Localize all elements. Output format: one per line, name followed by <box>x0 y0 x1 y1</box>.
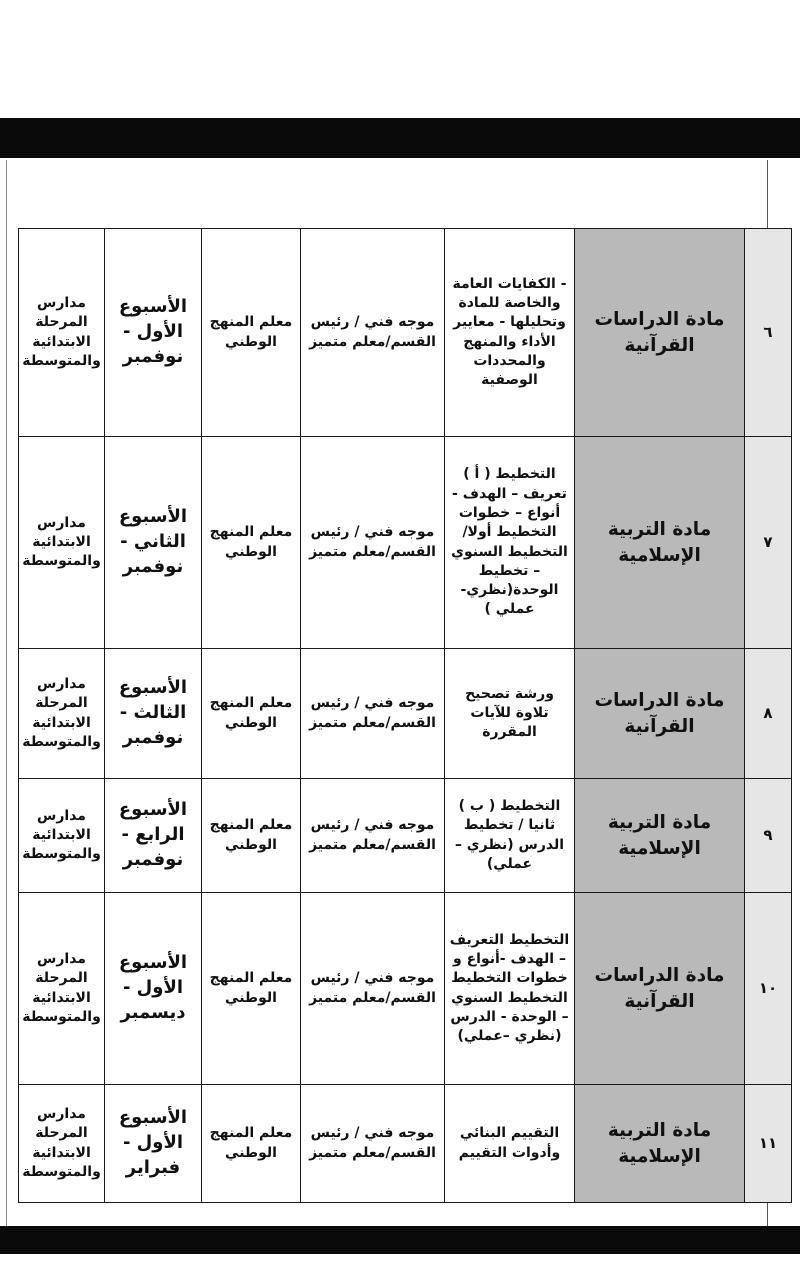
subject-cell <box>575 649 745 779</box>
row-number: ٧ <box>745 437 792 649</box>
scan-bottom-band <box>0 1226 800 1254</box>
table-row <box>19 649 792 779</box>
date-cell: الأسبوع الأول - ديسمبر <box>105 893 202 1085</box>
topic-cell: التخطيط التعريف – الهدف -أنواع و خطوات التخطيط التخطيط السنوي – الوحدة - الدرس (نظري –عملي) <box>445 893 575 1085</box>
trainer-cell: موجه فني / رئيس القسم/معلم متميز <box>301 893 445 1085</box>
table-row <box>19 1085 792 1203</box>
scan-top-band <box>0 118 800 158</box>
date-cell: الأسبوع الثاني - نوفمبر <box>105 437 202 649</box>
topic-cell: ورشة تصحيح تلاوة للآيات المقررة <box>445 649 575 779</box>
venue-cell: مدارس الابتدائية والمتوسطة <box>19 437 105 649</box>
topic-cell: التخطيط ( ب ) ثانيا / تخطيط الدرس (نظري – عملي) <box>445 779 575 893</box>
date-cell: الأسبوع الرابع - نوفمبر <box>105 779 202 893</box>
topic-cell: التخطيط ( أ ) تعريف – الهدف - أنواع – خطوات التخطيط أولا/ التخطيط السنوي – تخطيط الوحدة(نظري- عملي ) <box>445 437 575 649</box>
table-row <box>19 779 792 893</box>
subject-cell <box>575 779 745 893</box>
target-group-cell: معلم المنهج الوطني <box>202 229 301 437</box>
venue-cell: مدارس المرحلة الابتدائية والمتوسطة <box>19 229 105 437</box>
subject-label: مادة التربية الإسلامية <box>607 518 712 566</box>
table-row <box>19 229 792 437</box>
subject-cell <box>575 1085 745 1203</box>
trainer-cell: موجه فني / رئيس القسم/معلم متميز <box>301 1085 445 1203</box>
row-number: ٩ <box>745 779 792 893</box>
row-number: ٦ <box>745 229 792 437</box>
target-group-cell: معلم المنهج الوطني <box>202 649 301 779</box>
venue-cell: مدارس المرحلة الابتدائية والمتوسطة <box>19 893 105 1085</box>
date-cell: الأسبوع الثالث - نوفمبر <box>105 649 202 779</box>
target-group-cell: معلم المنهج الوطني <box>202 437 301 649</box>
subject-cell <box>575 437 745 649</box>
row-number: ١٠ <box>745 893 792 1085</box>
subject-cell <box>575 229 745 437</box>
venue-cell: مدارس الابتدائية والمتوسطة <box>19 779 105 893</box>
table-row <box>19 893 792 1085</box>
venue-cell: مدارس المرحلة الابتدائية والمتوسطة <box>19 649 105 779</box>
target-group-cell: معلم المنهج الوطني <box>202 1085 301 1203</box>
trainer-cell: موجه فني / رئيس القسم/معلم متميز <box>301 649 445 779</box>
subject-label: مادة التربية الإسلامية <box>607 811 712 859</box>
date-cell: الأسبوع الأول - فبراير <box>105 1085 202 1203</box>
row-number: ٨ <box>745 649 792 779</box>
topic-cell: - الكفايات العامة والخاصة للمادة وتحليلها - معايير الأداء والمنهج والمحددات الوصفية <box>445 229 575 437</box>
target-group-cell: معلم المنهج الوطني <box>202 779 301 893</box>
subject-label: مادة الدراسات القرآنية <box>594 308 725 356</box>
training-plan-table <box>18 228 792 1203</box>
table-row <box>19 437 792 649</box>
date-cell: الأسبوع الأول - نوفمبر <box>105 229 202 437</box>
topic-cell: التقييم البنائي وأدوات التقييم <box>445 1085 575 1203</box>
trainer-cell: موجه فني / رئيس القسم/معلم متميز <box>301 437 445 649</box>
venue-cell: مدارس المرحلة الابتدائية والمتوسطة <box>19 1085 105 1203</box>
subject-cell <box>575 893 745 1085</box>
target-group-cell: معلم المنهج الوطني <box>202 893 301 1085</box>
trainer-cell: موجه فني / رئيس القسم/معلم متميز <box>301 229 445 437</box>
subject-label: مادة الدراسات القرآنية <box>594 964 725 1012</box>
row-number: ١١ <box>745 1085 792 1203</box>
trainer-cell: موجه فني / رئيس القسم/معلم متميز <box>301 779 445 893</box>
subject-label: مادة الدراسات القرآنية <box>594 689 725 737</box>
subject-label: مادة التربية الإسلامية <box>607 1119 712 1167</box>
